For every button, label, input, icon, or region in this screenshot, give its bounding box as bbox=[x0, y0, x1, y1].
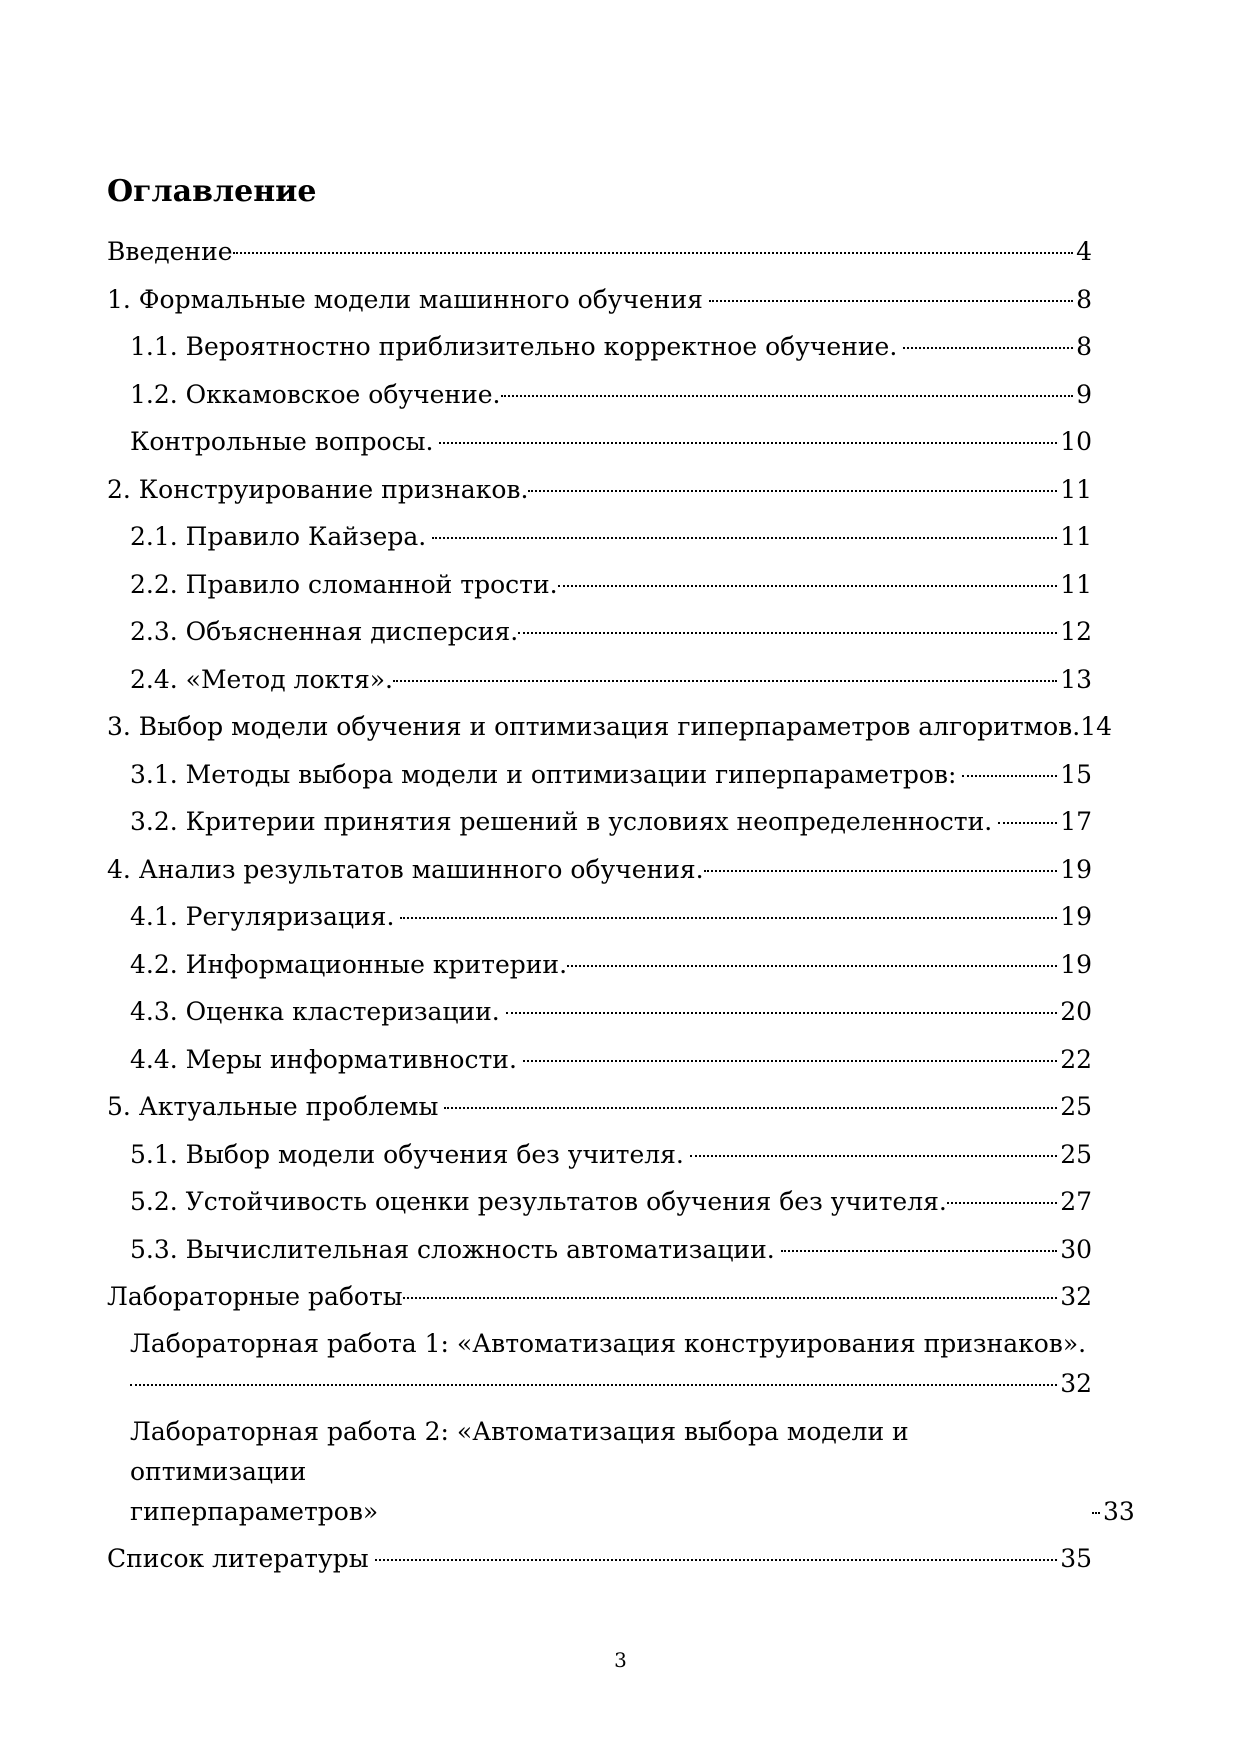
dot-leader bbox=[528, 490, 1057, 492]
toc-entry-text: 2.4. «Метод локтя». bbox=[130, 664, 393, 694]
toc-page-number: 13 bbox=[1060, 664, 1092, 694]
toc-entry-text: 3.1. Методы выбора модели и оптимизации гиперпараметров: bbox=[130, 759, 957, 789]
dot-leader bbox=[393, 680, 1057, 682]
dot-leader bbox=[709, 300, 1073, 302]
toc-entry-text: 1. Формальные модели машинного обучения bbox=[107, 284, 703, 314]
toc-page-number: 11 bbox=[1060, 522, 1092, 551]
dot-leader bbox=[403, 1297, 1057, 1299]
toc-page-number: 15 bbox=[1060, 759, 1092, 789]
toc-entry-chapter-5[interactable] bbox=[107, 1084, 1092, 1132]
toc-entry-chapter-2[interactable] bbox=[107, 467, 1092, 515]
toc-entry-section-3-1[interactable] bbox=[107, 752, 1092, 800]
toc-entry-references[interactable] bbox=[107, 1536, 1092, 1584]
toc-entry-section-5-2[interactable] bbox=[107, 1179, 1092, 1227]
toc-entry-chapter-3[interactable] bbox=[107, 704, 1113, 752]
toc-page-number: 14 bbox=[1080, 712, 1113, 741]
toc-entry-continuation bbox=[130, 1492, 1135, 1532]
toc-page-number: 4 bbox=[1076, 237, 1092, 266]
toc-page-number: 32 bbox=[1060, 1368, 1092, 1398]
toc-entry-text: 1.2. Оккамовское обучение. bbox=[130, 379, 501, 409]
toc-page-number: 8 bbox=[1076, 332, 1092, 361]
toc-entry-text: 5.3. Вычислительная сложность автоматизации. bbox=[130, 1234, 775, 1264]
toc-page-number: 8 bbox=[1076, 284, 1092, 314]
toc-entry-continuation bbox=[130, 1364, 1092, 1404]
toc-entry-text: 2. Конструирование признаков. bbox=[107, 474, 529, 504]
dot-leader bbox=[506, 1012, 1057, 1014]
dot-leader bbox=[558, 585, 1058, 587]
dot-leader bbox=[523, 1060, 1057, 1062]
dot-leader bbox=[690, 1155, 1057, 1157]
dot-leader bbox=[518, 632, 1057, 634]
toc-entry-section-4-3[interactable] bbox=[107, 989, 1092, 1037]
toc-entry-text: Введение bbox=[107, 237, 233, 266]
toc-entry-section-4-4[interactable] bbox=[107, 1037, 1092, 1085]
toc-page-number: 10 bbox=[1060, 427, 1092, 456]
toc-entry-text: 1.1. Вероятностно приблизительно корректное обучение. bbox=[130, 332, 898, 361]
toc-entry-text: 5. Актуальные проблемы bbox=[107, 1092, 439, 1121]
toc-page-number: 11 bbox=[1060, 474, 1092, 504]
dot-leader bbox=[444, 1107, 1057, 1109]
page-number: 3 bbox=[614, 1648, 627, 1672]
dot-leader bbox=[432, 537, 1057, 539]
toc-entry-section-4-1[interactable] bbox=[107, 894, 1092, 942]
toc-entry-text: Лабораторная работа 1: «Автоматизация конструирования признаков». bbox=[130, 1328, 1087, 1358]
toc-entry-text: 5.1. Выбор модели обучения без учителя. bbox=[130, 1139, 684, 1169]
toc-title: Оглавление bbox=[107, 174, 317, 209]
dot-leader bbox=[903, 347, 1073, 349]
toc-entry-lab-1[interactable] bbox=[107, 1322, 1092, 1408]
toc-entry-text: 2.2. Правило сломанной трости. bbox=[130, 569, 558, 599]
toc-entry-section-3-2[interactable] bbox=[107, 799, 1092, 847]
toc-page-number: 17 bbox=[1060, 807, 1092, 836]
dot-leader bbox=[375, 1559, 1058, 1561]
toc-entry-section-1-2[interactable] bbox=[107, 372, 1092, 420]
toc-entry-section-5-3[interactable] bbox=[107, 1227, 1092, 1275]
toc-page-number: 19 bbox=[1060, 949, 1092, 979]
toc-entry-chapter-4[interactable] bbox=[107, 847, 1092, 895]
toc-entry-text: 3. Выбор модели обучения и оптимизация гиперпараметров алгоритмов. bbox=[107, 712, 1081, 741]
toc-page-number: 33 bbox=[1103, 1496, 1135, 1526]
toc-page-number: 27 bbox=[1060, 1187, 1092, 1216]
toc-entry-text: 4.2. Информационные критерии. bbox=[130, 949, 568, 979]
toc-page-number: 11 bbox=[1060, 569, 1092, 599]
toc-entry-review-questions[interactable] bbox=[107, 419, 1092, 467]
toc-entry-lab-2[interactable] bbox=[107, 1408, 1135, 1536]
toc-page-number: 32 bbox=[1060, 1282, 1092, 1311]
dot-leader bbox=[130, 1384, 1057, 1386]
toc-entry-text-continued: гиперпараметров» bbox=[130, 1496, 379, 1526]
toc-entry-text: 5.2. Устойчивость оценки результатов обучения без учителя. bbox=[130, 1187, 947, 1216]
toc-page-number: 12 bbox=[1060, 617, 1092, 646]
toc-entry-text: 4.1. Регуляризация. bbox=[130, 902, 395, 931]
toc-entry-chapter-1[interactable] bbox=[107, 277, 1092, 325]
toc-page-number: 30 bbox=[1060, 1234, 1092, 1264]
toc-page-number: 25 bbox=[1060, 1139, 1092, 1169]
toc-entry-text: 4.4. Меры информативности. bbox=[130, 1044, 517, 1074]
toc-entry-section-2-1[interactable] bbox=[107, 514, 1092, 562]
dot-leader bbox=[781, 1250, 1057, 1252]
dot-leader bbox=[998, 822, 1057, 824]
toc-entry-text: 4. Анализ результатов машинного обучения. bbox=[107, 854, 704, 884]
toc-entry-section-5-1[interactable] bbox=[107, 1132, 1092, 1180]
toc-entry-text: Лабораторная работа 2: «Автоматизация выбора модели и оптимизации bbox=[130, 1416, 909, 1486]
toc-entry-text: 3.2. Критерии принятия решений в условиях неопределенности. bbox=[130, 807, 993, 836]
dot-leader bbox=[947, 1202, 1057, 1204]
toc-page-number: 35 bbox=[1060, 1543, 1092, 1573]
toc-page-number: 19 bbox=[1060, 854, 1092, 884]
dot-leader bbox=[439, 442, 1057, 444]
dot-leader bbox=[962, 775, 1057, 777]
toc-entry-text: Список литературы bbox=[107, 1543, 369, 1573]
toc-entry-section-2-4[interactable] bbox=[107, 657, 1092, 705]
toc-entry-text: Лабораторные работы bbox=[107, 1282, 403, 1311]
dot-leader bbox=[233, 252, 1074, 254]
toc-entry-introduction[interactable] bbox=[107, 229, 1092, 277]
toc-entry-text: Контрольные вопросы. bbox=[130, 427, 434, 456]
toc-page-number: 19 bbox=[1060, 902, 1092, 931]
dot-leader bbox=[400, 917, 1057, 919]
toc-page-number: 22 bbox=[1060, 1044, 1092, 1074]
dot-leader bbox=[704, 870, 1058, 872]
toc-entry-section-4-2[interactable] bbox=[107, 942, 1092, 990]
toc-page-number: 25 bbox=[1060, 1092, 1092, 1121]
toc-entry-section-2-2[interactable] bbox=[107, 562, 1092, 610]
toc-entry-text: 4.3. Оценка кластеризации. bbox=[130, 997, 500, 1026]
toc-entry-section-2-3[interactable] bbox=[107, 609, 1092, 657]
toc-page-number: 9 bbox=[1076, 379, 1092, 409]
dot-leader bbox=[567, 965, 1057, 967]
toc-entry-text: 2.1. Правило Кайзера. bbox=[130, 522, 427, 551]
toc-entry-text: 2.3. Объясненная дисперсия. bbox=[130, 617, 519, 646]
toc-entry-section-1-1[interactable] bbox=[107, 324, 1092, 372]
toc-page-number: 20 bbox=[1060, 997, 1092, 1026]
dot-leader bbox=[501, 395, 1074, 397]
table-of-contents bbox=[107, 229, 1135, 1583]
toc-entry-lab-works[interactable] bbox=[107, 1274, 1092, 1322]
dot-leader bbox=[1092, 1512, 1100, 1514]
